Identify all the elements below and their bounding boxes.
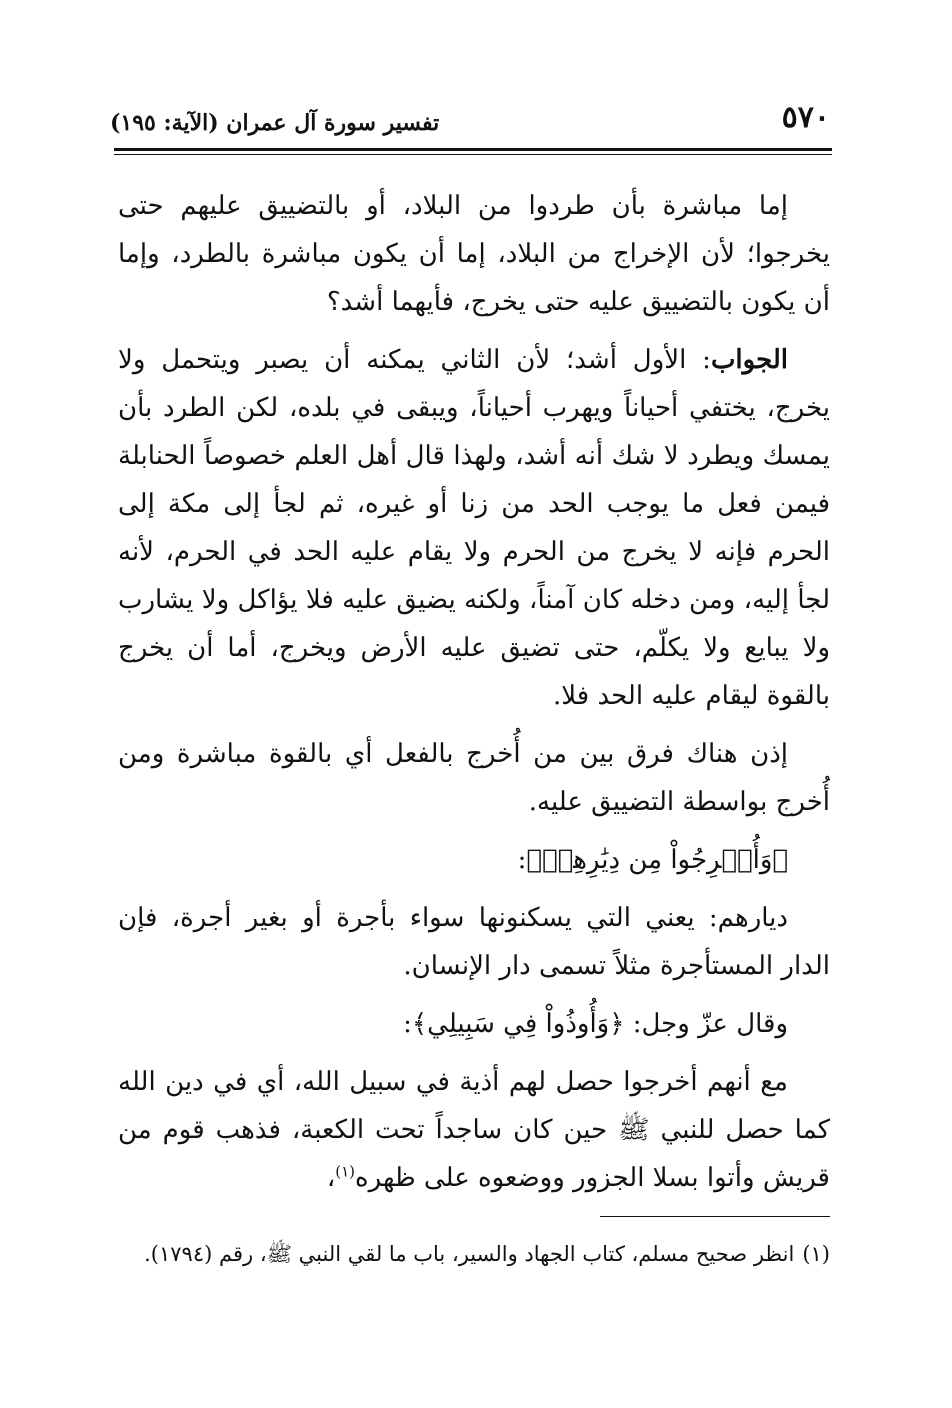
footnote-text: انظر صحيح مسلم، كتاب الجهاد والسير، باب ما لقي النبي ﷺ، رقم (١٧٩٤).: [144, 1242, 795, 1266]
footnotes: [118, 1234, 830, 1274]
page-number: ٥٧٠: [781, 100, 830, 135]
paragraph-diyar: [118, 894, 830, 990]
footnote-mark: (١): [802, 1242, 830, 1266]
header-rule-thin: [114, 154, 832, 155]
paragraph-text: : الأول أشد؛ لأن الثاني يمكنه أن يصبر ويتحمل ولا يخرج، يختفي أحياناً ويهرب أحياناً، ويبقى في بلده، لكن الطرد بأن يمسك ويطرد لا شك أنه أشد، ولهذا قال أهل العلم خصوصاً الحنابلة فيمن فعل ما يوجب الحد من زنا أو غيره، ثم لجأ إلى مكة إلى الحرم فإنه لا يخرج من الحرم ولا يقام عليه الحد في الحرم، لأنه لجأ إليه، ومن دخله كان آمناً، ولكنه يضيق عليه فلا يؤاكل ولا يشارب ولا يبايع ولا يكلّم، حتى تضيق عليه الأرض ويخرج، أما أن يخرج بالقوة ليقام عليه الحد فلا.: [118, 345, 830, 711]
main-text: [118, 182, 830, 1212]
page-header: [110, 100, 830, 148]
paragraph-answer: [118, 336, 830, 720]
verse-line-2: [118, 1000, 830, 1048]
quran-verse: ﴿وَأُخۡرِجُواْ مِن دِيَٰرِهِمۡ﴾:: [517, 845, 788, 875]
footnote-reference: (١): [335, 1162, 356, 1181]
paragraph-text: مع أنهم أخرجوا حصل لهم أذية في سبيل الله، أي في دين الله كما حصل للنبي ﷺ حين كان ساجداً تحت الكعبة، فذهب قوم من قريش وأتوا بسلا الجزور ووضعوه على ظهره: [118, 1067, 830, 1193]
paragraph-end: ،: [326, 1163, 336, 1193]
paragraph-3: [118, 730, 830, 826]
paragraph-text: إذن هناك فرق بين من أُخرج بالفعل أي بالقوة مباشرة ومن أُخرج بواسطة التضييق عليه.: [118, 739, 830, 817]
header-rule-thick: [114, 148, 832, 151]
verse-line-1: [118, 836, 830, 884]
paragraph-last: [118, 1058, 830, 1202]
paragraph-text: ديارهم: يعني التي يسكنونها سواء بأجرة أو بغير أجرة، فإن الدار المستأجرة مثلاً تسمى دار الإنسان.: [118, 903, 830, 981]
paragraph-text: إما مباشرة بأن طردوا من البلاد، أو بالتضييق عليهم حتى يخرجوا؛ لأن الإخراج من البلاد، إما أن يكون مباشرة بالطرد، وإما أن يكون بالتضييق عليه حتى يخرج، فأيهما أشد؟: [118, 191, 830, 317]
paragraph-1: [118, 182, 830, 326]
running-title: تفسير سورة آل عمران (الآية: ١٩٥): [110, 110, 440, 136]
answer-label: الجواب: [710, 345, 788, 375]
verse-intro: وقال عزّ وجل:: [624, 1009, 788, 1039]
quran-verse: ﴿وَأُوذُواْ فِي سَبِيلِي﴾:: [403, 1009, 625, 1039]
footnote-separator: [600, 1216, 830, 1217]
